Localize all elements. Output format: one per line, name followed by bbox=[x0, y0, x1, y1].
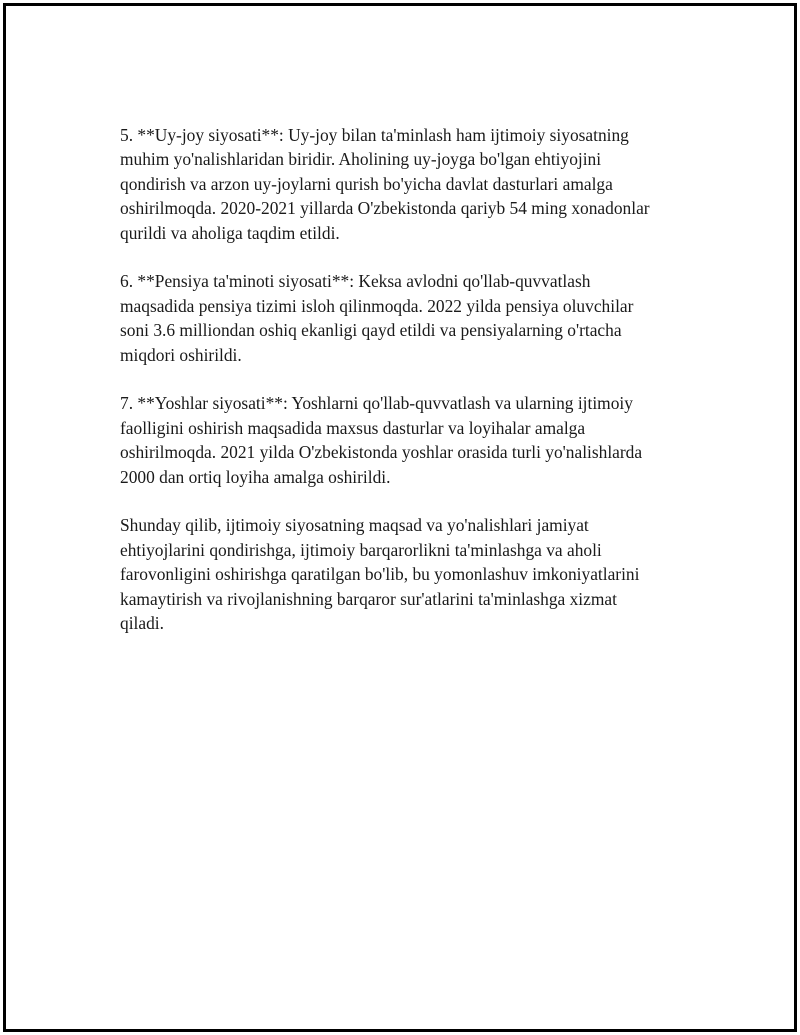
paragraph-pension-policy: 6. **Pensiya ta'minoti siyosati**: Keksa avlodni qo'llab-quvvatlash maqsadida pensiya tizimi isloh qilinmoqda. 2022 yilda pensiya oluvchilar soni 3.6 milliondan oshiq ekanligi qayd etildi va pensiyalarning o'rtacha miqdori oshirildi. bbox=[120, 271, 634, 365]
paragraph-youth-policy: 7. **Yoshlar siyosati**: Yoshlarni qo'llab-quvvatlash va ularning ijtimoiy faolligini oshirish maqsadida maxsus dasturlar va loyihalar amalga oshirilmoqda. 2021 yilda O'zbekistonda yoshlar orasida turli yo'nalishlarda 2000 dan ortiq loyiha amalga oshirildi. bbox=[120, 393, 643, 487]
document-body bbox=[120, 123, 700, 660]
paragraph-conclusion: Shunday qilib, ijtimoiy siyosatning maqsad va yo'nalishlari jamiyat ehtiyojlarini qondirishga, ijtimoiy barqarorlikni ta'minlashga va aholi farovonligini oshirishga qaratilgan bo'lib, bu yomonlashuv imkoniyatlarini kamaytirish va rivojlanishning barqaror sur'atlarini ta'minlashga xizmat qiladi. bbox=[120, 515, 640, 634]
page-frame bbox=[3, 3, 797, 1032]
paragraph-housing-policy: 5. **Uy-joy siyosati**: Uy-joy bilan ta'minlash ham ijtimoiy siyosatning muhim yo'nalishlaridan biridir. Aholining uy-joyga bo'lgan ehtiyojini qondirish va arzon uy-joylarni qurish bo'yicha davlat dasturlari amalga oshirilmoqda. 2020-2021 yillarda O'zbekistonda qariyb 54 ming xonadonlar qurildi va aholiga taqdim etildi. bbox=[120, 125, 650, 243]
